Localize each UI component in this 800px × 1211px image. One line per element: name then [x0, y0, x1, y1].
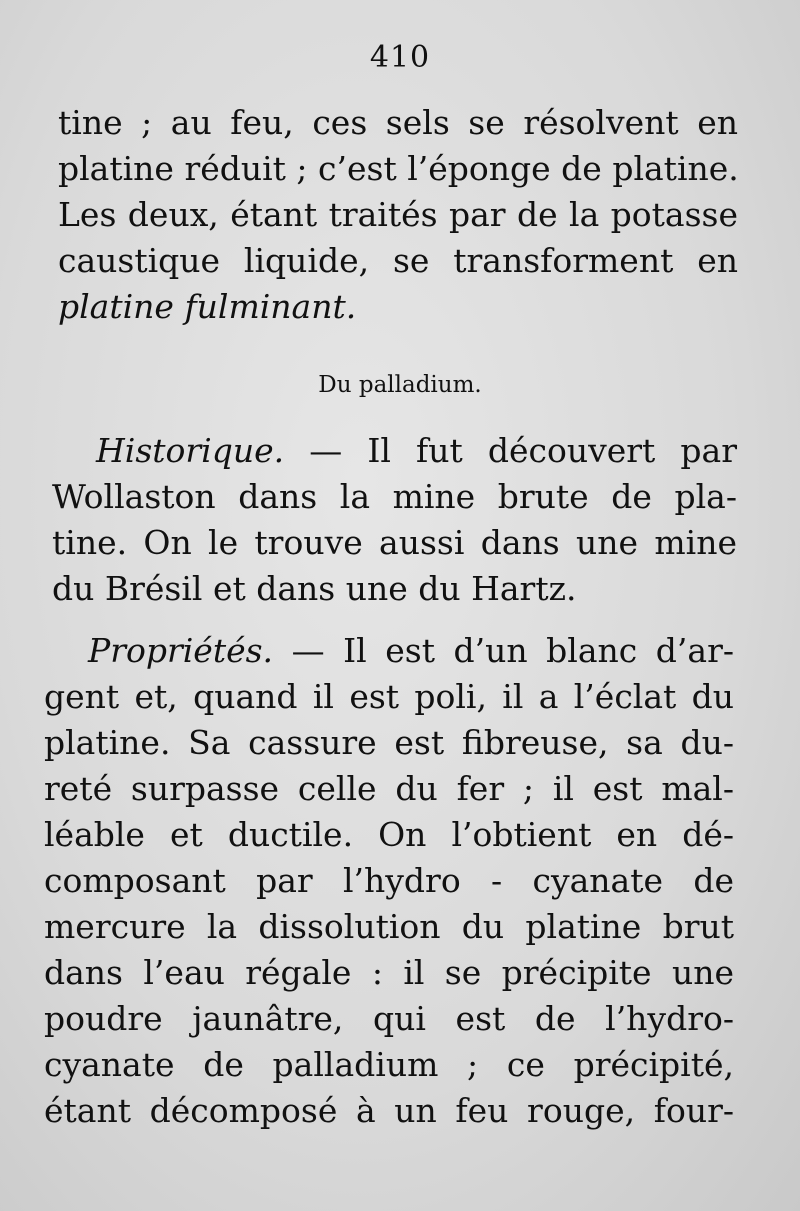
text-line: platine réduit ; c’est l’éponge de platine.: [58, 149, 739, 188]
paragraph-proprietes: [44, 628, 734, 1134]
text-line: Les deux, étant traités par de la potasse: [58, 195, 738, 234]
text-line: reté surpasse celle du fer ; il est mal-: [44, 769, 734, 808]
text-line-lead: [44, 628, 734, 674]
section-heading: Du palladium.: [318, 372, 482, 398]
text-line-lead: [52, 428, 737, 474]
text-line: caustique liquide, se transforment en: [58, 241, 738, 280]
text-line-italic: platine fulminant.: [58, 287, 357, 326]
lead-term: Historique.: [96, 431, 285, 470]
text-line: tine. On le trouve aussi dans une mine: [52, 523, 737, 562]
paragraph-platine: [58, 100, 738, 330]
text-line: platine. Sa cassure est fibreuse, sa du-: [44, 723, 734, 762]
text-line: tine ; au feu, ces sels se résolvent en: [58, 103, 738, 142]
text-line: poudre jaunâtre, qui est de l’hydro-: [44, 999, 734, 1038]
lead-term: Propriétés.: [88, 631, 274, 670]
paragraph-historique: [52, 428, 737, 612]
lead-rest: — Il fut découvert par: [284, 431, 737, 470]
text-line: dans l’eau régale : il se précipite une: [44, 953, 734, 992]
text-line: léable et ductile. On l’obtient en dé-: [44, 815, 734, 854]
lead-rest: — Il est d’un blanc d’ar-: [273, 631, 734, 670]
text-line: cyanate de palladium ; ce précipité,: [44, 1045, 734, 1084]
text-line: étant décomposé à un feu rouge, four-: [44, 1091, 734, 1130]
text-line: du Brésil et dans une du Hartz.: [52, 569, 577, 608]
text-line: composant par l’hydro - cyanate de: [44, 861, 734, 900]
text-line: gent et, quand il est poli, il a l’éclat du: [44, 677, 734, 716]
text-line: mercure la dissolution du platine brut: [44, 907, 734, 946]
page-number: 410: [369, 40, 431, 75]
text-line: Wollaston dans la mine brute de pla-: [52, 477, 737, 516]
